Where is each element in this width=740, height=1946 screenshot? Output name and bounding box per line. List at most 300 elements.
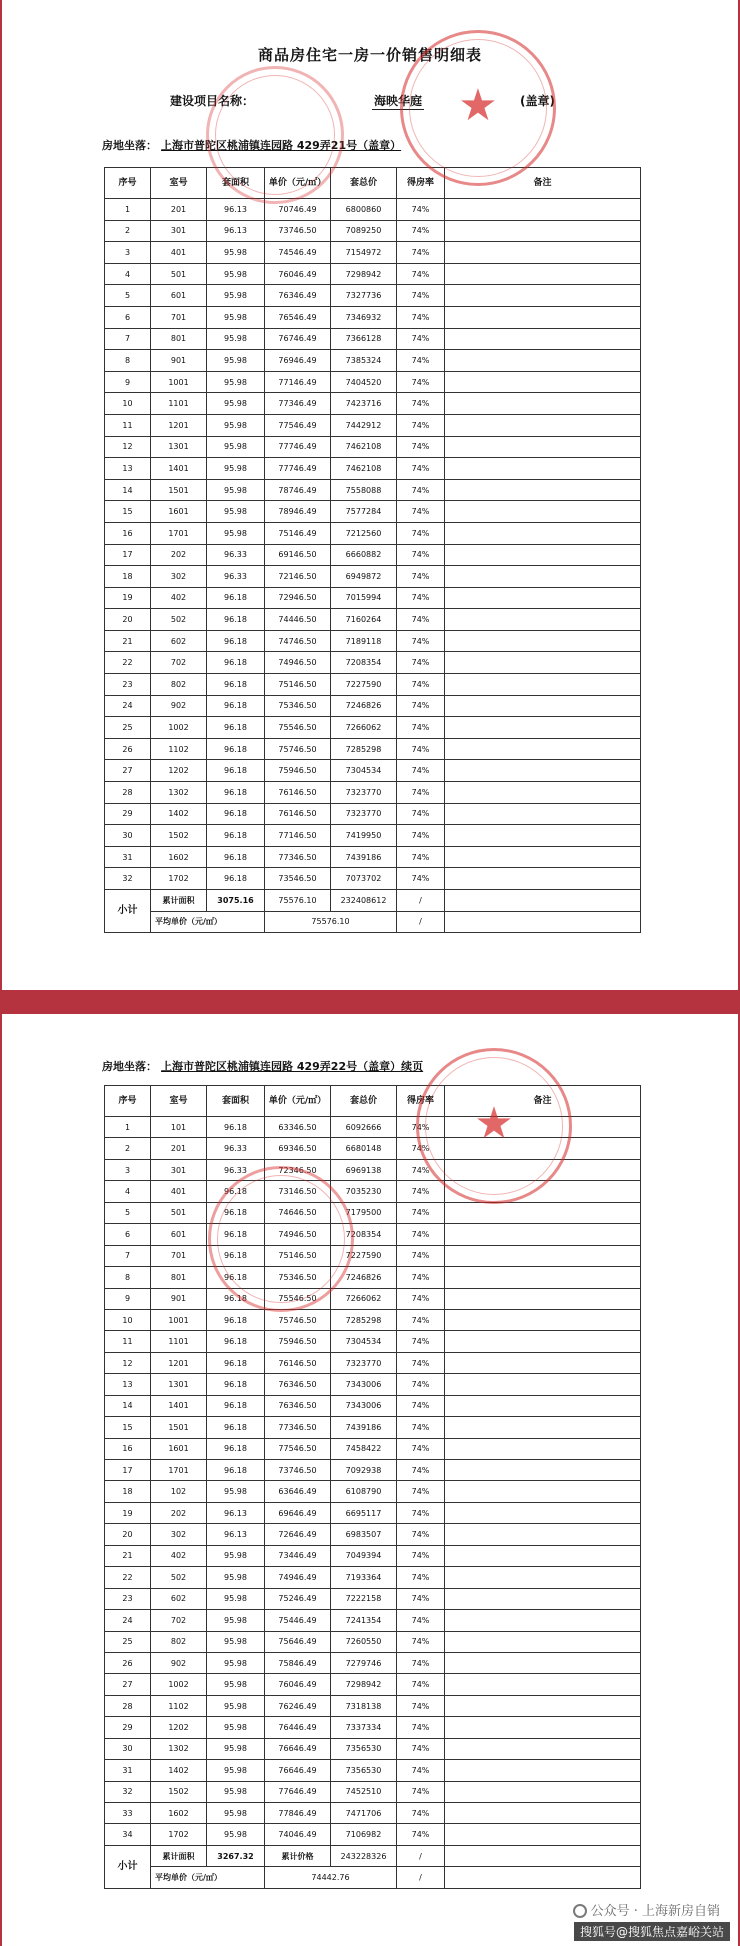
star-icon: ★	[474, 1097, 514, 1149]
cumulative-total-label: 累计价格	[265, 1845, 331, 1866]
cell-index: 34	[105, 1824, 151, 1845]
cell-index: 17	[105, 544, 151, 566]
cell-unit-price: 75746.50	[265, 738, 331, 760]
cell-remarks	[445, 1352, 641, 1373]
cell-remarks	[445, 414, 641, 436]
cell-unit-price: 73746.50	[265, 1460, 331, 1481]
cell-remarks	[445, 285, 641, 307]
cell-total-price: 7179500	[331, 1202, 397, 1223]
cell-efficiency: 74%	[397, 1567, 445, 1588]
table-row	[105, 1760, 641, 1781]
col-header-index: 序号	[105, 168, 151, 199]
cell-efficiency: 74%	[397, 1202, 445, 1223]
cell-total-price: 7266062	[331, 1288, 397, 1309]
cell-total-price: 7227590	[331, 1245, 397, 1266]
cell-room: 1101	[151, 393, 207, 415]
cell-total-price: 6800860	[331, 199, 397, 221]
cell-remarks	[445, 1181, 641, 1202]
cell-room: 202	[151, 544, 207, 566]
cell-total-price: 7106982	[331, 1824, 397, 1845]
cell-efficiency: 74%	[397, 1245, 445, 1266]
cell-total-price: 7462108	[331, 436, 397, 458]
cell-remarks	[445, 1438, 641, 1459]
cell-efficiency: 74%	[397, 587, 445, 609]
cell-remarks	[445, 501, 641, 523]
cell-area: 95.98	[207, 1631, 265, 1652]
cell-efficiency: 74%	[397, 782, 445, 804]
average-row	[105, 911, 641, 933]
cell-unit-price: 75146.49	[265, 522, 331, 544]
cell-index: 2	[105, 220, 151, 242]
cell-efficiency: 74%	[397, 1288, 445, 1309]
cell-unit-price: 77146.49	[265, 371, 331, 393]
cell-room: 601	[151, 285, 207, 307]
cell-area: 95.98	[207, 1803, 265, 1824]
table-row	[105, 371, 641, 393]
cumulative-unit-price: 75576.10	[265, 890, 331, 912]
cell-area: 96.18	[207, 1267, 265, 1288]
table-row	[105, 1803, 641, 1824]
cell-total-price: 6680148	[331, 1138, 397, 1159]
col-header-total-price: 套总价	[331, 1086, 397, 1117]
cell-total-price: 7298942	[331, 263, 397, 285]
cell-room: 301	[151, 1159, 207, 1180]
cell-unit-price: 74646.50	[265, 1202, 331, 1223]
avg-remarks	[445, 1867, 641, 1888]
table-row	[105, 1738, 641, 1759]
cell-efficiency: 74%	[397, 1138, 445, 1159]
avg-rate: /	[397, 1867, 445, 1888]
cell-index: 4	[105, 263, 151, 285]
cell-remarks	[445, 587, 641, 609]
watermark-text-1: 公众号 · 上海新房自销	[590, 1904, 720, 1919]
cell-efficiency: 74%	[397, 306, 445, 328]
cell-room: 701	[151, 1245, 207, 1266]
cell-room: 502	[151, 609, 207, 631]
cell-index: 13	[105, 458, 151, 480]
table-row	[105, 1567, 641, 1588]
cell-area: 95.98	[207, 1781, 265, 1802]
cell-area: 95.98	[207, 393, 265, 415]
cell-remarks	[445, 1224, 641, 1245]
cell-room: 1402	[151, 1760, 207, 1781]
cell-area: 96.18	[207, 1417, 265, 1438]
cell-room: 1202	[151, 1717, 207, 1738]
cell-remarks	[445, 220, 641, 242]
project-name: 海映华庭	[374, 94, 423, 108]
cell-efficiency: 74%	[397, 501, 445, 523]
table-row	[105, 1674, 641, 1695]
table-row	[105, 1181, 641, 1202]
cell-index: 28	[105, 782, 151, 804]
cell-room: 1302	[151, 782, 207, 804]
cell-total-price: 7208354	[331, 652, 397, 674]
cell-remarks	[445, 846, 641, 868]
cell-efficiency: 74%	[397, 1695, 445, 1716]
cell-index: 22	[105, 652, 151, 674]
cell-area: 96.18	[207, 825, 265, 847]
cell-remarks	[445, 1502, 641, 1523]
cell-unit-price: 73746.50	[265, 220, 331, 242]
cell-remarks	[445, 1545, 641, 1566]
table-row	[105, 674, 641, 696]
cell-area: 95.98	[207, 1610, 265, 1631]
cell-total-price: 7208354	[331, 1224, 397, 1245]
cell-area: 95.98	[207, 436, 265, 458]
cell-total-price: 6660882	[331, 544, 397, 566]
cell-remarks	[445, 1202, 641, 1223]
cell-remarks	[445, 306, 641, 328]
avg-rate: /	[397, 911, 445, 933]
table-row	[105, 1652, 641, 1673]
cell-index: 19	[105, 1502, 151, 1523]
cell-unit-price: 74046.49	[265, 1824, 331, 1845]
cell-index: 12	[105, 1352, 151, 1373]
cell-room: 1102	[151, 738, 207, 760]
cell-unit-price: 75146.50	[265, 674, 331, 696]
cell-index: 4	[105, 1181, 151, 1202]
cell-index: 14	[105, 479, 151, 501]
cumulative-area-label: 累计面积	[151, 1845, 207, 1866]
cell-efficiency: 74%	[397, 760, 445, 782]
cell-room: 1002	[151, 717, 207, 739]
cell-total-price: 7035230	[331, 1181, 397, 1202]
col-header-index: 序号	[105, 1086, 151, 1117]
table-row	[105, 1438, 641, 1459]
cell-room: 702	[151, 652, 207, 674]
cell-remarks	[445, 242, 641, 264]
cell-index: 29	[105, 1717, 151, 1738]
cell-total-price: 7089250	[331, 220, 397, 242]
average-row	[105, 1867, 641, 1888]
document-title: 商品房住宅一房一价销售明细表	[257, 46, 482, 64]
table-row	[105, 479, 641, 501]
cell-efficiency: 74%	[397, 825, 445, 847]
table-row	[105, 1117, 641, 1138]
col-header-efficiency: 得房率	[397, 168, 445, 199]
cell-efficiency: 74%	[397, 285, 445, 307]
cell-index: 7	[105, 1245, 151, 1266]
cell-area: 96.33	[207, 544, 265, 566]
table-row	[105, 350, 641, 372]
table-row	[105, 1502, 641, 1523]
cell-remarks	[445, 1588, 641, 1609]
cell-index: 2	[105, 1138, 151, 1159]
cell-remarks	[445, 630, 641, 652]
cell-total-price: 7227590	[331, 674, 397, 696]
sohu-account-watermark: 搜狐号@搜狐焦点嘉峪关站	[574, 1922, 730, 1941]
cell-remarks	[445, 1803, 641, 1824]
cell-unit-price: 76146.50	[265, 803, 331, 825]
cell-unit-price: 76646.49	[265, 1738, 331, 1759]
cell-area: 95.98	[207, 1481, 265, 1502]
cell-unit-price: 75946.50	[265, 760, 331, 782]
cell-unit-price: 76646.49	[265, 1760, 331, 1781]
cell-efficiency: 74%	[397, 652, 445, 674]
cell-area: 95.98	[207, 263, 265, 285]
cell-unit-price: 76546.49	[265, 306, 331, 328]
table-row	[105, 1417, 641, 1438]
col-header-remarks: 备注	[445, 168, 641, 199]
cell-room: 302	[151, 566, 207, 588]
cell-room: 601	[151, 1224, 207, 1245]
cell-remarks	[445, 328, 641, 350]
cell-index: 11	[105, 414, 151, 436]
cell-room: 501	[151, 263, 207, 285]
cell-area: 96.13	[207, 199, 265, 221]
cell-index: 33	[105, 1803, 151, 1824]
cell-room: 501	[151, 1202, 207, 1223]
cell-room: 1501	[151, 479, 207, 501]
cell-index: 14	[105, 1395, 151, 1416]
cell-unit-price: 73446.49	[265, 1545, 331, 1566]
table-row	[105, 1202, 641, 1223]
cell-area: 96.18	[207, 760, 265, 782]
cell-total-price: 6983507	[331, 1524, 397, 1545]
cell-total-price: 6092666	[331, 1117, 397, 1138]
cell-index: 23	[105, 1588, 151, 1609]
table-row	[105, 868, 641, 890]
price-table-page-1	[104, 167, 641, 933]
cell-room: 1001	[151, 1309, 207, 1330]
table-header-row	[105, 1086, 641, 1117]
cell-room: 1701	[151, 522, 207, 544]
cell-room: 702	[151, 1610, 207, 1631]
cell-index: 8	[105, 350, 151, 372]
table-row	[105, 328, 641, 350]
cell-total-price: 6949872	[331, 566, 397, 588]
cell-unit-price: 74946.50	[265, 652, 331, 674]
cell-remarks	[445, 1374, 641, 1395]
cell-index: 30	[105, 825, 151, 847]
cell-total-price: 7404520	[331, 371, 397, 393]
cell-area: 96.18	[207, 1181, 265, 1202]
table-row	[105, 1695, 641, 1716]
table-row	[105, 1524, 641, 1545]
cell-area: 96.33	[207, 566, 265, 588]
cumulative-total: 243228326	[331, 1845, 397, 1866]
cell-remarks	[445, 1117, 641, 1138]
cell-room: 1302	[151, 1738, 207, 1759]
cell-remarks	[445, 436, 641, 458]
cell-efficiency: 74%	[397, 1545, 445, 1566]
cell-room: 502	[151, 1567, 207, 1588]
cell-index: 31	[105, 846, 151, 868]
cell-room: 1201	[151, 414, 207, 436]
cell-area: 95.98	[207, 371, 265, 393]
cell-index: 1	[105, 199, 151, 221]
cell-efficiency: 74%	[397, 1481, 445, 1502]
table-row	[105, 1824, 641, 1845]
cell-unit-price: 63346.50	[265, 1117, 331, 1138]
cell-index: 21	[105, 630, 151, 652]
cell-remarks	[445, 674, 641, 696]
cell-index: 20	[105, 1524, 151, 1545]
cumulative-remarks	[445, 890, 641, 912]
cell-area: 96.18	[207, 609, 265, 631]
cell-remarks	[445, 1738, 641, 1759]
col-header-room: 室号	[151, 168, 207, 199]
avg-remarks	[445, 911, 641, 933]
cell-total-price: 7558088	[331, 479, 397, 501]
cell-efficiency: 74%	[397, 1760, 445, 1781]
cell-unit-price: 73146.50	[265, 1181, 331, 1202]
cell-area: 95.98	[207, 1545, 265, 1566]
cell-unit-price: 77346.49	[265, 393, 331, 415]
cell-total-price: 7462108	[331, 458, 397, 480]
cell-unit-price: 72346.50	[265, 1159, 331, 1180]
cell-room: 402	[151, 1545, 207, 1566]
cumulative-total: 232408612	[331, 890, 397, 912]
cell-total-price: 7327736	[331, 285, 397, 307]
location-value: 上海市普陀区桃浦镇连园路 429弄22号（盖章）续页	[161, 1060, 424, 1073]
cell-remarks	[445, 1138, 641, 1159]
cell-efficiency: 74%	[397, 1224, 445, 1245]
cell-unit-price: 78746.49	[265, 479, 331, 501]
cell-remarks	[445, 544, 641, 566]
cell-room: 1702	[151, 868, 207, 890]
cell-area: 96.13	[207, 1502, 265, 1523]
cell-total-price: 7298942	[331, 1674, 397, 1695]
cell-efficiency: 74%	[397, 1674, 445, 1695]
wechat-icon	[573, 1904, 587, 1918]
cell-unit-price: 69646.49	[265, 1502, 331, 1523]
cell-efficiency: 74%	[397, 695, 445, 717]
col-header-total-price: 套总价	[331, 168, 397, 199]
cell-total-price: 7356530	[331, 1738, 397, 1759]
cell-total-price: 7366128	[331, 328, 397, 350]
cell-room: 1401	[151, 1395, 207, 1416]
cell-room: 602	[151, 1588, 207, 1609]
cell-area: 95.98	[207, 1824, 265, 1845]
table-row	[105, 522, 641, 544]
table-row	[105, 652, 641, 674]
cell-index: 9	[105, 371, 151, 393]
table-row	[105, 782, 641, 804]
cell-room: 1601	[151, 501, 207, 523]
cell-index: 10	[105, 393, 151, 415]
cell-index: 32	[105, 1781, 151, 1802]
cell-index: 9	[105, 1288, 151, 1309]
sales-sheet-page-2	[2, 1014, 738, 1946]
cell-room: 801	[151, 328, 207, 350]
cell-remarks	[445, 1695, 641, 1716]
price-table-page-2	[104, 1085, 641, 1889]
cell-efficiency: 74%	[397, 522, 445, 544]
table-row	[105, 1288, 641, 1309]
cell-remarks	[445, 652, 641, 674]
cell-total-price: 7260550	[331, 1631, 397, 1652]
cell-remarks	[445, 522, 641, 544]
cell-unit-price: 77546.50	[265, 1438, 331, 1459]
cell-index: 29	[105, 803, 151, 825]
cell-index: 3	[105, 242, 151, 264]
cell-remarks	[445, 1288, 641, 1309]
cell-area: 95.98	[207, 414, 265, 436]
cell-room: 1501	[151, 1417, 207, 1438]
cell-total-price: 7323770	[331, 782, 397, 804]
cell-efficiency: 74%	[397, 1738, 445, 1759]
cell-unit-price: 76346.50	[265, 1395, 331, 1416]
cell-total-price: 6969138	[331, 1159, 397, 1180]
cell-area: 95.98	[207, 328, 265, 350]
table-row	[105, 1159, 641, 1180]
cell-remarks	[445, 371, 641, 393]
cell-total-price: 7246826	[331, 1267, 397, 1288]
location-value: 上海市普陀区桃浦镇连园路 429弄21号（盖章）	[161, 139, 402, 152]
cell-area: 96.18	[207, 717, 265, 739]
cell-room: 902	[151, 1652, 207, 1673]
cell-efficiency: 74%	[397, 1610, 445, 1631]
cell-unit-price: 72946.50	[265, 587, 331, 609]
cell-room: 1701	[151, 1460, 207, 1481]
cell-unit-price: 77346.50	[265, 1417, 331, 1438]
cell-total-price: 7439186	[331, 1417, 397, 1438]
cell-area: 96.18	[207, 868, 265, 890]
cell-remarks	[445, 1760, 641, 1781]
col-header-remarks: 备注	[445, 1086, 641, 1117]
cell-efficiency: 74%	[397, 371, 445, 393]
cell-unit-price: 77346.50	[265, 846, 331, 868]
table-row	[105, 263, 641, 285]
cell-area: 96.13	[207, 1524, 265, 1545]
cell-remarks	[445, 1267, 641, 1288]
cell-unit-price: 75446.49	[265, 1610, 331, 1631]
cell-efficiency: 74%	[397, 479, 445, 501]
cell-total-price: 7015994	[331, 587, 397, 609]
subtotal-label: 小计	[105, 890, 151, 933]
cell-efficiency: 74%	[397, 1502, 445, 1523]
cell-total-price: 7246826	[331, 695, 397, 717]
cell-remarks	[445, 1631, 641, 1652]
cell-index: 25	[105, 717, 151, 739]
cell-remarks	[445, 1567, 641, 1588]
cell-efficiency: 74%	[397, 609, 445, 631]
cell-efficiency: 74%	[397, 717, 445, 739]
cumulative-area-label: 累计面积	[151, 890, 207, 912]
cell-unit-price: 75646.49	[265, 1631, 331, 1652]
cell-room: 1702	[151, 1824, 207, 1845]
cell-unit-price: 73546.50	[265, 868, 331, 890]
cell-room: 401	[151, 1181, 207, 1202]
cell-efficiency: 74%	[397, 1588, 445, 1609]
cell-room: 1601	[151, 1438, 207, 1459]
cell-room: 101	[151, 1117, 207, 1138]
col-header-unit-price: 单价（元/㎡）	[265, 168, 331, 199]
cell-efficiency: 74%	[397, 199, 445, 221]
table-row	[105, 1267, 641, 1288]
cell-index: 5	[105, 1202, 151, 1223]
cell-room: 301	[151, 220, 207, 242]
table-row	[105, 825, 641, 847]
table-row	[105, 1610, 641, 1631]
cell-unit-price: 63646.49	[265, 1481, 331, 1502]
table-row	[105, 1309, 641, 1330]
cell-area: 95.98	[207, 1652, 265, 1673]
table-row	[105, 1588, 641, 1609]
cell-efficiency: 74%	[397, 630, 445, 652]
cell-unit-price: 74446.50	[265, 609, 331, 631]
cell-area: 96.18	[207, 1202, 265, 1223]
cell-unit-price: 72646.49	[265, 1524, 331, 1545]
cell-remarks	[445, 1652, 641, 1673]
cell-total-price: 7337334	[331, 1717, 397, 1738]
cell-index: 26	[105, 1652, 151, 1673]
cell-index: 8	[105, 1267, 151, 1288]
cumulative-area: 3267.32	[207, 1845, 265, 1866]
cell-area: 96.18	[207, 652, 265, 674]
cell-index: 24	[105, 695, 151, 717]
